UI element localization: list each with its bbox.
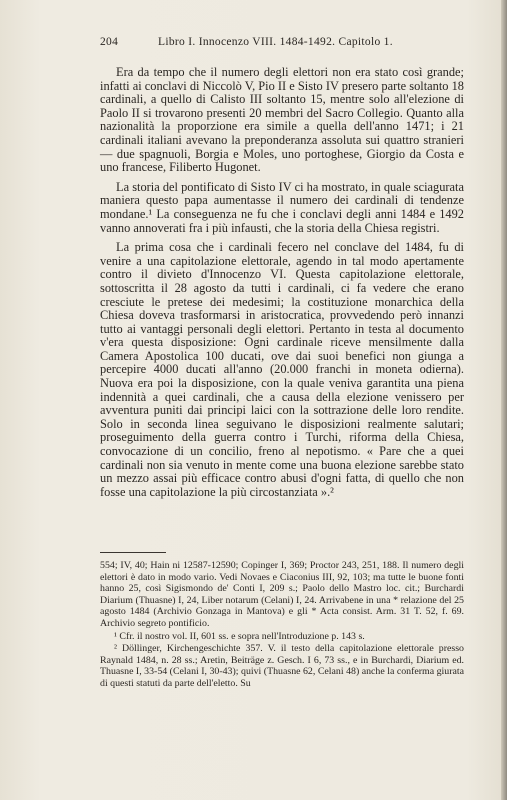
running-title: Libro I. Innocenzo VIII. 1484-1492. Capitolo 1.: [158, 36, 393, 48]
footnote: ¹ Cfr. il nostro vol. II, 601 ss. e sopra nell'Introduzione p. 143 s.: [114, 630, 365, 642]
footnote: ² Döllinger, Kirchengeschichte 357. V. il testo della capitolazione elettorale presso Raynald 1484, n. 28 ss.; Aretin, Beiträge z. Gesch. I 6, 73 ss., e in Burchardi, Diarium ed. Thuasne I, 33-54 (Celani I, 30-43); quivi (Thuasne 62, Celani 48) anche la conferma giurata di questi statuti da parte dell'eletto. Su: [100, 643, 464, 689]
page-spine-shadow: [501, 0, 507, 800]
paragraph: Era da tempo che il numero degli elettori non era stato così grande; infatti ai conclavi di Niccolò V, Pio II e Sisto IV presero parte soltanto 18 cardinali, a quello di Calisto III soltanto 15, mentre solo all'elezione di Paolo II si trovarono presenti 20 membri del Sacro Collegio. Quanto alla nazionalità la proporzione era simile a quella dell'anno 1471; i 21 cardinali italiani avevano la preponderanza assoluta sui quattro stranieri — due spagnuoli, Borgia e Moles, uno portoghese, Giorgio da Costa e uno francese, Filiberto Hugonet.: [100, 65, 464, 175]
footnotes: [100, 560, 464, 691]
paragraph: La storia del pontificato di Sisto IV ci ha mostrato, in quale sciagurata maniera questo papa aumentasse il numero dei cardinali di tendenze mondane.¹ La conseguenza ne fu che i conclavi degli anni 1484 e 1492 vanno annoverati fra i più infausti, che la storia della Chiesa registri.: [100, 179, 464, 235]
page-header: [100, 36, 430, 52]
main-text: [100, 66, 464, 505]
page-number: 204: [100, 36, 119, 48]
footnote-separator: [100, 552, 166, 553]
paragraph: La prima cosa che i cardinali fecero nel conclave del 1484, fu di venire a una capitolazione elettorale, agendo in tal modo apertamente contro il divieto d'Innocenzo VI. Questa capitolazione elettorale, sottoscritta il 28 agosto da tutti i cardinali, ci fa vedere che erano cresciute le pretese dei medesimi; la costituzione monarchica della Chiesa doveva trasformarsi in aristocratica, provvedendo però innanzi tutto ai vantaggi personali degli elettori. Pertanto in testa al documento v'era questa disposizione: Ogni cardinale riceve mensilmente dalla Camera Apostolica 100 ducati, ove dai suoi benefici non giunga a percepire 4000 ducati all'anno (20.000 franchi in moneta odierna). Nuova era poi la disposizione, con la quale veniva garantita una piena indennità a quei cardinali, che a causa della elezione venissero per avventura puniti dai principi laici con la sottrazione delle loro rendite. Solo in seconda linea seguivano le disposizioni realmente salutari; proseguimento della guerra contro i Turchi, riforma della Chiesa, convocazione di un concilio, freno al nepotismo. « Pare che a quei cardinali non sia venuto in mente come una buona elezione sarebbe stato un mezzo assai più efficace contro abusi d'ogni fatta, di quello che non fosse una capitolazione la più circostanziata ».²: [100, 240, 464, 499]
footnote: 554; IV, 40; Hain ni 12587-12590; Copinger I, 369; Proctor 243, 251, 188. Il numero degli elettori è dato in modo vario. Vedi Novaes e Ciaconius III, 92, 103; ma tutte le buone fonti hanno 25, così Sigismondo de' Conti I, 209 s.; Paolo dello Mastro loc. cit.; Burchardi Diarium (Thuasne) I, 24, Liber notarum (Celani) I, 24. Arrivabene in una * relazione del 25 agosto 1484 (Archivio Gonzaga in Mantova) e gli * Acta consist. Arm. 31 T. 52, f. 69. Archivio segreto pontificio.: [100, 560, 464, 629]
